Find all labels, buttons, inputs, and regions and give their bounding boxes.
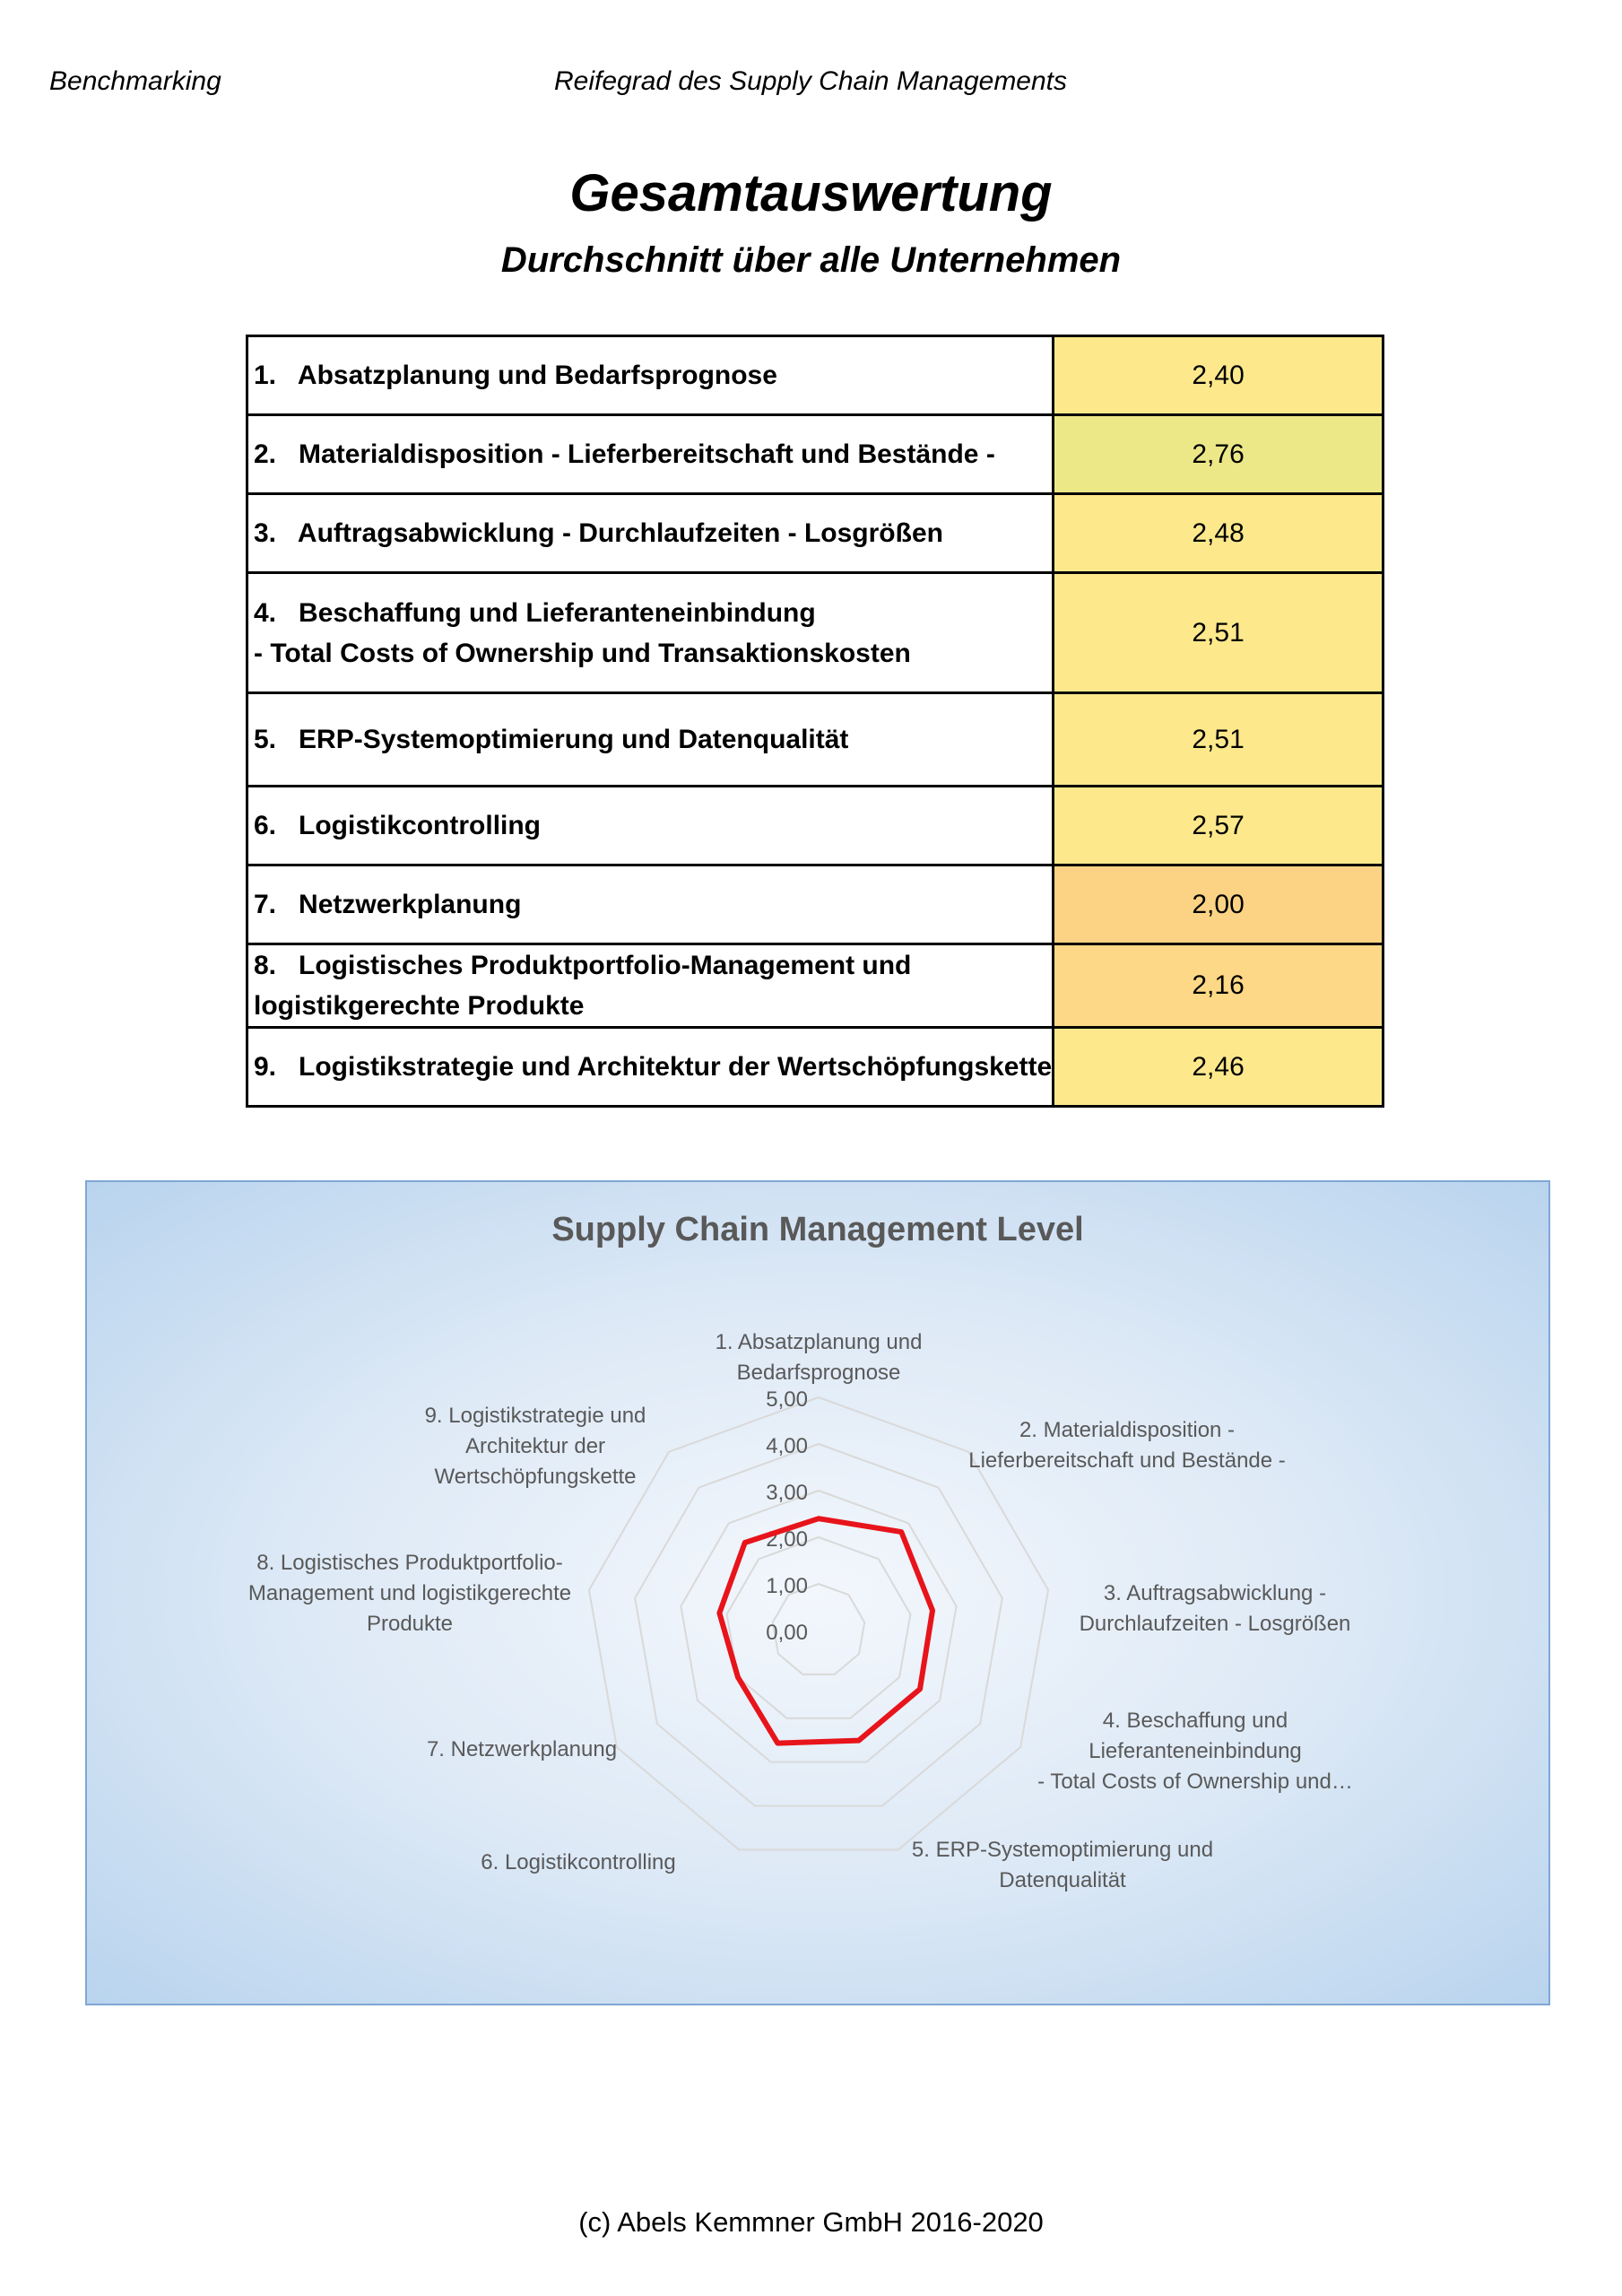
category-label-line: - Total Costs of Ownership und… [1037,1770,1353,1794]
category-label [427,1737,617,1761]
header-left: Benchmarking [49,66,221,96]
row-value: 2,00 [1054,865,1383,944]
row-label-line: 4. Beschaffung und Lieferanteneinbindung [254,597,816,628]
row-value: 2,57 [1054,787,1383,865]
row-label-line: logistikgerechte Produkte [254,991,585,1021]
tick-label: 5,00 [766,1387,808,1412]
footer-copyright: (c) Abels Kemmner GmbH 2016-2020 [578,2206,1044,2238]
series-line [719,1518,932,1743]
category-label-line: 4. Beschaffung und [1102,1709,1288,1733]
radar-svg [87,1182,1552,2007]
row-value: 2,48 [1054,494,1383,573]
row-label [247,787,1054,865]
page-subtitle: Durchschnitt über alle Unternehmen [500,240,1122,280]
row-label-line: 1. Absatzplanung und Bedarfsprognose [254,361,777,390]
category-label-line: 7. Netzwerkplanung [426,1737,618,1761]
row-label [247,573,1054,693]
category-label-line: 6. Logistikcontrolling [481,1850,676,1874]
category-label-line: 5. ERP-Systemoptimierung und [911,1838,1214,1862]
row-label [247,336,1054,415]
category-label [968,1418,1286,1473]
row-label-line: 9. Logistikstrategie und Architektur der Wertschöpfungskette [254,1052,1053,1082]
category-label [912,1838,1213,1892]
grid-ring [727,1537,911,1718]
row-label [247,865,1054,944]
table-row [247,415,1383,494]
row-label-line: 3. Auftragsabwicklung - Durchlaufzeiten - Losgrößen [254,518,943,548]
category-label-line: 1. Absatzplanung und [715,1330,923,1354]
category-label-line: Architektur der [464,1434,606,1458]
category-label-line: Bedarfsprognose [736,1361,901,1385]
page-title: Gesamtauswertung [569,164,1053,222]
row-label-line: 6. Logistikcontrolling [254,811,542,840]
table-row [247,494,1383,573]
tick-label: 4,00 [766,1434,808,1458]
table-row [247,787,1383,865]
tick-label: 3,00 [766,1481,808,1505]
table-row [247,944,1383,1028]
category-label-line: 9. Logistikstrategie und [424,1404,646,1428]
table-row [247,693,1383,787]
row-value: 2,51 [1054,573,1383,693]
tick-label: 0,00 [766,1621,808,1645]
category-label [248,1551,571,1636]
grid-ring [635,1444,1002,1805]
row-value: 2,46 [1054,1028,1383,1107]
category-label [1080,1581,1351,1636]
tick-label: 1,00 [766,1574,808,1598]
table-row [247,573,1383,693]
category-label [716,1330,923,1385]
row-label [247,1028,1054,1107]
category-label-line: Durchlaufzeiten - Losgrößen [1079,1612,1351,1636]
row-label-line: 8. Logistisches Produktportfolio-Management und [254,951,912,980]
tick-label: 2,00 [766,1527,808,1552]
category-label-line: Lieferbereitschaft und Bestände - [968,1448,1286,1473]
category-label-line: 2. Materialdisposition - [1019,1418,1236,1442]
category-label [481,1850,675,1874]
row-value: 2,16 [1054,944,1383,1028]
category-label-line: 8. Logistisches Produktportfolio- [256,1551,563,1575]
row-value: 2,40 [1054,336,1383,415]
category-label [1037,1709,1353,1794]
row-label [247,494,1054,573]
row-label [247,944,1054,1028]
row-label [247,693,1054,787]
category-label [425,1404,646,1489]
table-row [247,865,1383,944]
radar-chart [85,1180,1550,2005]
row-label-line: - Total Costs of Ownership und Transaktionskosten [254,638,911,668]
row-label-line: 2. Materialdisposition - Lieferbereitschaft und Bestände - [254,439,995,469]
row-value: 2,51 [1054,693,1383,787]
row-label-line: 7. Netzwerkplanung [254,890,522,919]
row-value: 2,76 [1054,415,1383,494]
header-center: Reifegrad des Supply Chain Managements [554,66,1068,96]
category-label-line: Lieferanteneinbindung [1089,1739,1302,1763]
category-label-line: Management und logistikgerechte [247,1581,572,1605]
row-label [247,415,1054,494]
table-row [247,1028,1383,1107]
category-label-line: Datenqualität [999,1868,1126,1892]
category-label-line: Wertschöpfungskette [434,1465,637,1489]
row-label-line: 5. ERP-Systemoptimierung und Datenqualität [254,725,849,754]
category-label-line: 3. Auftragsabwicklung - [1103,1581,1327,1605]
score-table [246,335,1384,1108]
chart-title: Supply Chain Management Level [551,1211,1084,1248]
category-label-line: Produkte [366,1612,454,1636]
table-row [247,336,1383,415]
